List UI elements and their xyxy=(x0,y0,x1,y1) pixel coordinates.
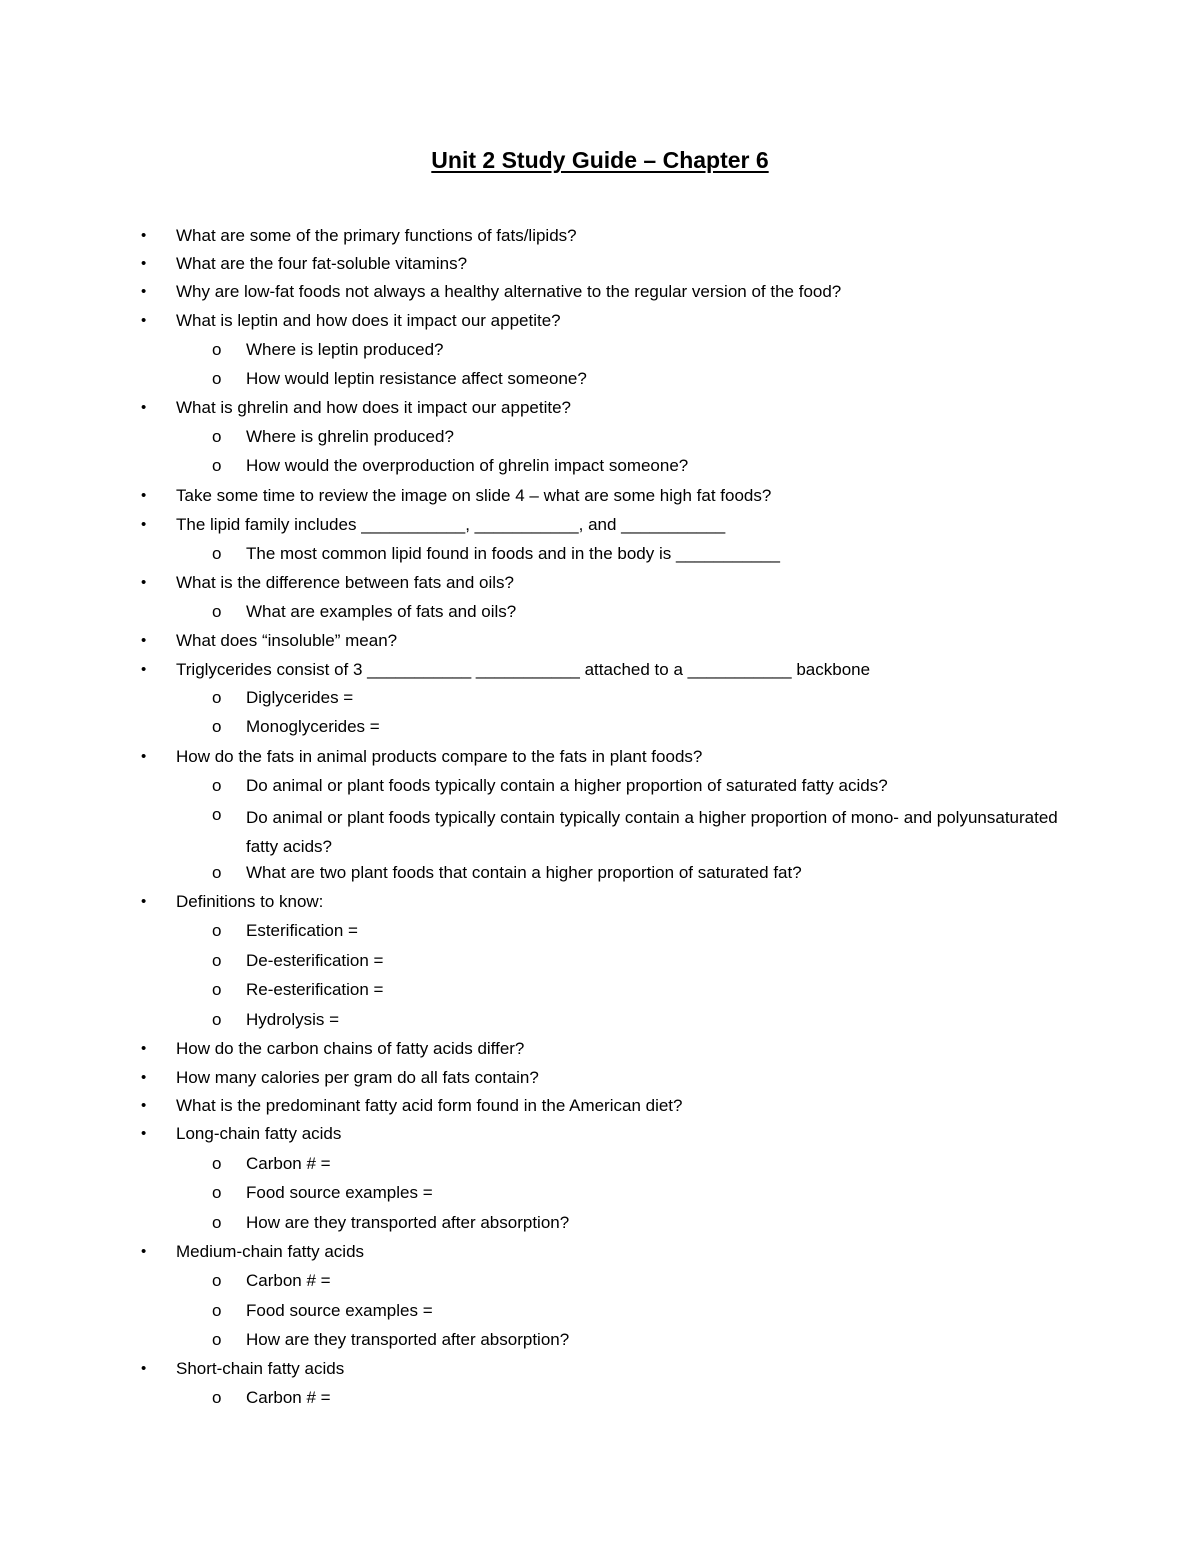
bullet-marker: • xyxy=(141,574,147,591)
bullet-marker: • xyxy=(141,1040,147,1057)
sub-list-item: Food source examples = xyxy=(246,1183,433,1202)
sub-list-item: What are two plant foods that contain a higher proportion of saturated fat? xyxy=(246,863,802,882)
sub-bullet-marker: o xyxy=(212,1330,222,1349)
list-item: Definitions to know: xyxy=(176,892,324,911)
bullet-marker: • xyxy=(141,893,147,910)
list-item: Medium-chain fatty acids xyxy=(176,1242,365,1261)
list-item: How do the fats in animal products compare to the fats in plant foods? xyxy=(176,747,703,766)
list-item: What are the four fat-soluble vitamins? xyxy=(176,254,468,273)
sub-list-item: Hydrolysis = xyxy=(246,1010,340,1029)
bullet-marker: • xyxy=(141,748,147,765)
sub-list-item: De-esterification = xyxy=(246,951,384,970)
list-item: What is the predominant fatty acid form found in the American diet? xyxy=(176,1096,683,1115)
list-item: What is ghrelin and how does it impact our appetite? xyxy=(176,398,572,417)
sub-list-item: Carbon # = xyxy=(246,1388,331,1407)
sub-list-item: The most common lipid found in foods and in the body is ___________ xyxy=(246,544,780,563)
sub-bullet-marker: o xyxy=(212,863,222,882)
sub-list-item: How are they transported after absorption? xyxy=(246,1213,570,1232)
sub-bullet-marker: o xyxy=(212,805,222,824)
bullet-marker: • xyxy=(141,1125,147,1142)
sub-bullet-marker: o xyxy=(212,369,222,388)
bullet-marker: • xyxy=(141,1097,147,1114)
bullet-marker: • xyxy=(141,661,147,678)
sub-list-item: Diglycerides = xyxy=(246,688,354,707)
sub-bullet-marker: o xyxy=(212,688,222,707)
bullet-marker: • xyxy=(141,487,147,504)
list-item: Long-chain fatty acids xyxy=(176,1124,342,1143)
sub-bullet-marker: o xyxy=(212,1154,222,1173)
bullet-marker: • xyxy=(141,283,147,300)
list-item: Short-chain fatty acids xyxy=(176,1359,345,1378)
sub-bullet-marker: o xyxy=(212,427,222,446)
list-item: The lipid family includes ___________, ___________, and ___________ xyxy=(176,515,726,534)
bullet-marker: • xyxy=(141,1243,147,1260)
sub-list-item: Re-esterification = xyxy=(246,980,384,999)
sub-list-item: Carbon # = xyxy=(246,1154,331,1173)
bullet-marker: • xyxy=(141,312,147,329)
sub-bullet-marker: o xyxy=(212,717,222,736)
bullet-marker: • xyxy=(141,1069,147,1086)
sub-bullet-marker: o xyxy=(212,1301,222,1320)
bullet-marker: • xyxy=(141,1360,147,1377)
list-item: How many calories per gram do all fats contain? xyxy=(176,1068,539,1087)
sub-bullet-marker: o xyxy=(212,544,222,563)
sub-bullet-marker: o xyxy=(212,340,222,359)
sub-bullet-marker: o xyxy=(212,602,222,621)
sub-list-item: How would the overproduction of ghrelin impact someone? xyxy=(246,456,689,475)
bullet-marker: • xyxy=(141,632,147,649)
bullet-marker: • xyxy=(141,255,147,272)
list-item: Why are low-fat foods not always a healthy alternative to the regular version of the food? xyxy=(176,282,842,301)
sub-bullet-marker: o xyxy=(212,1183,222,1202)
list-item: What is the difference between fats and oils? xyxy=(176,573,514,592)
sub-list-item: Esterification = xyxy=(246,921,358,940)
sub-bullet-marker: o xyxy=(212,1010,222,1029)
sub-bullet-marker: o xyxy=(212,776,222,795)
sub-list-item: How are they transported after absorption? xyxy=(246,1330,570,1349)
bullet-marker: • xyxy=(141,516,147,533)
sub-list-item: Food source examples = xyxy=(246,1301,433,1320)
list-item: How do the carbon chains of fatty acids differ? xyxy=(176,1039,525,1058)
sub-bullet-marker: o xyxy=(212,1388,222,1407)
bullet-marker: • xyxy=(141,227,147,244)
sub-list-item: What are examples of fats and oils? xyxy=(246,602,517,621)
page-title: Unit 2 Study Guide – Chapter 6 xyxy=(431,147,769,173)
sub-list-item: Where is ghrelin produced? xyxy=(246,427,454,446)
sub-bullet-marker: o xyxy=(212,456,222,475)
sub-list-item: Do animal or plant foods typically contain a higher proportion of saturated fatty acids? xyxy=(246,776,888,795)
list-item: What does “insoluble” mean? xyxy=(176,631,398,650)
sub-bullet-marker: o xyxy=(212,1271,222,1290)
sub-bullet-marker: o xyxy=(212,980,222,999)
sub-bullet-marker: o xyxy=(212,951,222,970)
list-item: What are some of the primary functions of fats/lipids? xyxy=(176,226,577,245)
sub-list-item: Where is leptin produced? xyxy=(246,340,444,359)
sub-bullet-marker: o xyxy=(212,1213,222,1232)
sub-list-item: Carbon # = xyxy=(246,1271,331,1290)
bullet-marker: • xyxy=(141,399,147,416)
list-item: What is leptin and how does it impact our appetite? xyxy=(176,311,561,330)
sub-list-item: Do animal or plant foods typically contain typically contain a higher proportion of mono- and polyunsaturated fatty acids? xyxy=(246,808,1058,856)
sub-list-item: Monoglycerides = xyxy=(246,717,380,736)
sub-bullet-marker: o xyxy=(212,921,222,940)
sub-list-item: How would leptin resistance affect someone? xyxy=(246,369,587,388)
list-item: Take some time to review the image on slide 4 – what are some high fat foods? xyxy=(176,486,772,505)
list-item: Triglycerides consist of 3 ___________ ___________ attached to a ___________ backbone xyxy=(176,660,871,679)
